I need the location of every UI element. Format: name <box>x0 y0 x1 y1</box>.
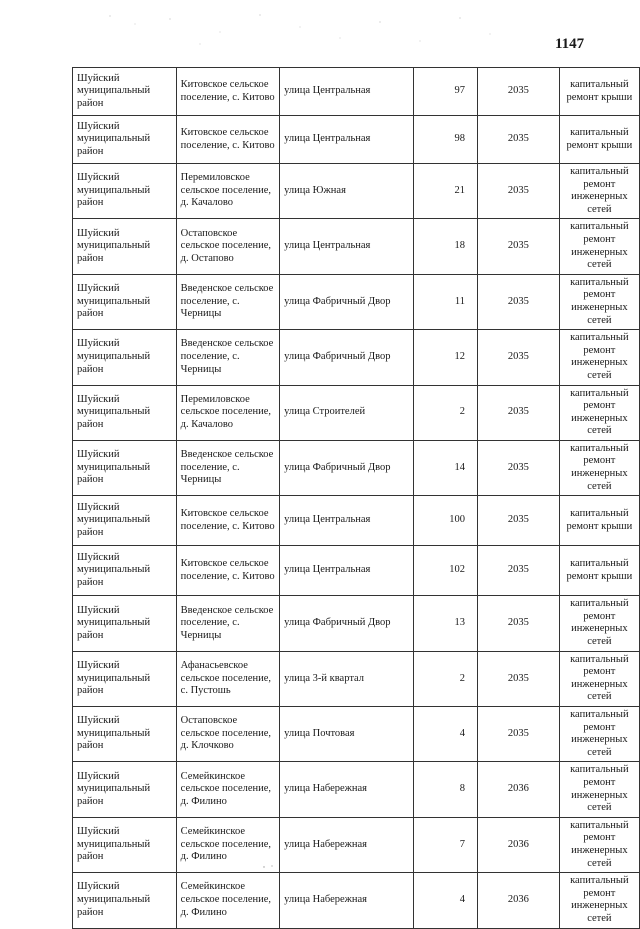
district-cell: Шуйский муниципальный район <box>73 116 177 164</box>
district-cell: Шуйский муниципальный район <box>73 274 177 329</box>
house-number-cell: 4 <box>413 707 477 762</box>
work-type-cell: капитальный ремонт крыши <box>559 116 639 164</box>
street-cell: улица Почтовая <box>280 707 414 762</box>
table-row <box>73 219 640 274</box>
settlement-cell: Перемиловское сельское поселение, д. Качалово <box>176 385 279 440</box>
table-row <box>73 385 640 440</box>
year-cell: 2035 <box>477 546 559 596</box>
district-cell: Шуйский муниципальный район <box>73 496 177 546</box>
street-cell: улица Центральная <box>280 68 414 116</box>
street-cell: улица Строителей <box>280 385 414 440</box>
year-cell: 2035 <box>477 164 559 219</box>
year-cell: 2035 <box>477 219 559 274</box>
house-number-cell: 13 <box>413 596 477 651</box>
house-number-cell: 102 <box>413 546 477 596</box>
street-cell: улица Фабричный Двор <box>280 274 414 329</box>
table-row <box>73 707 640 762</box>
street-cell: улица Южная <box>280 164 414 219</box>
settlement-cell: Семейкинское сельское поселение, д. Филино <box>176 762 279 817</box>
year-cell: 2035 <box>477 330 559 385</box>
house-number-cell: 14 <box>413 440 477 495</box>
year-cell: 2036 <box>477 817 559 872</box>
street-cell: улица Центральная <box>280 546 414 596</box>
scan-noise-bottom <box>260 862 280 872</box>
work-type-cell: капитальный ремонт инженерных сетей <box>559 707 639 762</box>
table-row <box>73 68 640 116</box>
year-cell: 2035 <box>477 596 559 651</box>
district-cell: Шуйский муниципальный район <box>73 164 177 219</box>
table-row <box>73 546 640 596</box>
table-row <box>73 164 640 219</box>
street-cell: улица Центральная <box>280 219 414 274</box>
work-type-cell: капитальный ремонт крыши <box>559 496 639 546</box>
house-number-cell: 21 <box>413 164 477 219</box>
table-row <box>73 440 640 495</box>
settlement-cell: Введенское сельское поселение, с. Черницы <box>176 596 279 651</box>
work-type-cell: капитальный ремонт инженерных сетей <box>559 330 639 385</box>
scan-noise <box>80 10 520 50</box>
settlement-cell: Афанасьевское сельское поселение, с. Пустошь <box>176 651 279 706</box>
settlement-cell: Остаповское сельское поселение, д. Остапово <box>176 219 279 274</box>
house-number-cell: 98 <box>413 116 477 164</box>
work-type-cell: капитальный ремонт инженерных сетей <box>559 873 639 928</box>
work-type-cell: капитальный ремонт инженерных сетей <box>559 651 639 706</box>
table-row <box>73 274 640 329</box>
work-type-cell: капитальный ремонт инженерных сетей <box>559 440 639 495</box>
street-cell: улица Набережная <box>280 873 414 928</box>
year-cell: 2035 <box>477 68 559 116</box>
house-number-cell: 8 <box>413 762 477 817</box>
district-cell: Шуйский муниципальный район <box>73 68 177 116</box>
year-cell: 2035 <box>477 651 559 706</box>
street-cell: улица Фабричный Двор <box>280 330 414 385</box>
settlement-cell: Остаповское сельское поселение, д. Клочково <box>176 707 279 762</box>
year-cell: 2035 <box>477 496 559 546</box>
house-number-cell: 4 <box>413 873 477 928</box>
table-row <box>73 817 640 872</box>
work-type-cell: капитальный ремонт инженерных сетей <box>559 596 639 651</box>
year-cell: 2036 <box>477 762 559 817</box>
work-type-cell: капитальный ремонт крыши <box>559 546 639 596</box>
district-cell: Шуйский муниципальный район <box>73 817 177 872</box>
district-cell: Шуйский муниципальный район <box>73 546 177 596</box>
settlement-cell: Семейкинское сельское поселение, д. Филино <box>176 817 279 872</box>
table-body <box>73 68 640 929</box>
district-cell: Шуйский муниципальный район <box>73 651 177 706</box>
settlement-cell: Китовское сельское поселение, с. Китово <box>176 68 279 116</box>
house-number-cell: 97 <box>413 68 477 116</box>
work-type-cell: капитальный ремонт инженерных сетей <box>559 164 639 219</box>
street-cell: улица Фабричный Двор <box>280 440 414 495</box>
work-type-cell: капитальный ремонт инженерных сетей <box>559 817 639 872</box>
table-row <box>73 496 640 546</box>
house-number-cell: 11 <box>413 274 477 329</box>
settlement-cell: Китовское сельское поселение, с. Китово <box>176 496 279 546</box>
work-type-cell: капитальный ремонт инженерных сетей <box>559 274 639 329</box>
district-cell: Шуйский муниципальный район <box>73 330 177 385</box>
district-cell: Шуйский муниципальный район <box>73 596 177 651</box>
house-number-cell: 2 <box>413 651 477 706</box>
district-cell: Шуйский муниципальный район <box>73 873 177 928</box>
house-number-cell: 18 <box>413 219 477 274</box>
district-cell: Шуйский муниципальный район <box>73 385 177 440</box>
street-cell: улица Центральная <box>280 496 414 546</box>
year-cell: 2036 <box>477 873 559 928</box>
year-cell: 2035 <box>477 707 559 762</box>
district-cell: Шуйский муниципальный район <box>73 707 177 762</box>
table-row <box>73 116 640 164</box>
work-type-cell: капитальный ремонт инженерных сетей <box>559 762 639 817</box>
district-cell: Шуйский муниципальный район <box>73 762 177 817</box>
house-number-cell: 100 <box>413 496 477 546</box>
settlement-cell: Перемиловское сельское поселение, д. Качалово <box>176 164 279 219</box>
street-cell: улица Фабричный Двор <box>280 596 414 651</box>
table-row <box>73 873 640 928</box>
year-cell: 2035 <box>477 385 559 440</box>
settlement-cell: Китовское сельское поселение, с. Китово <box>176 546 279 596</box>
district-cell: Шуйский муниципальный район <box>73 219 177 274</box>
settlement-cell: Введенское сельское поселение, с. Черницы <box>176 330 279 385</box>
street-cell: улица Набережная <box>280 762 414 817</box>
settlement-cell: Введенское сельское поселение, с. Черницы <box>176 440 279 495</box>
settlement-cell: Китовское сельское поселение, с. Китово <box>176 116 279 164</box>
table-row <box>73 651 640 706</box>
year-cell: 2035 <box>477 440 559 495</box>
house-number-cell: 7 <box>413 817 477 872</box>
table-row <box>73 596 640 651</box>
work-type-cell: капитальный ремонт инженерных сетей <box>559 385 639 440</box>
settlement-cell: Семейкинское сельское поселение, д. Филино <box>176 873 279 928</box>
table-row <box>73 762 640 817</box>
street-cell: улица Центральная <box>280 116 414 164</box>
work-type-cell: капитальный ремонт инженерных сетей <box>559 219 639 274</box>
district-cell: Шуйский муниципальный район <box>73 440 177 495</box>
year-cell: 2035 <box>477 116 559 164</box>
housing-repair-table <box>72 67 640 929</box>
street-cell: улица 3-й квартал <box>280 651 414 706</box>
settlement-cell: Введенское сельское поселение, с. Черницы <box>176 274 279 329</box>
street-cell: улица Набережная <box>280 817 414 872</box>
year-cell: 2035 <box>477 274 559 329</box>
work-type-cell: капитальный ремонт крыши <box>559 68 639 116</box>
house-number-cell: 2 <box>413 385 477 440</box>
table-row <box>73 330 640 385</box>
page-number: 1147 <box>555 36 585 52</box>
house-number-cell: 12 <box>413 330 477 385</box>
